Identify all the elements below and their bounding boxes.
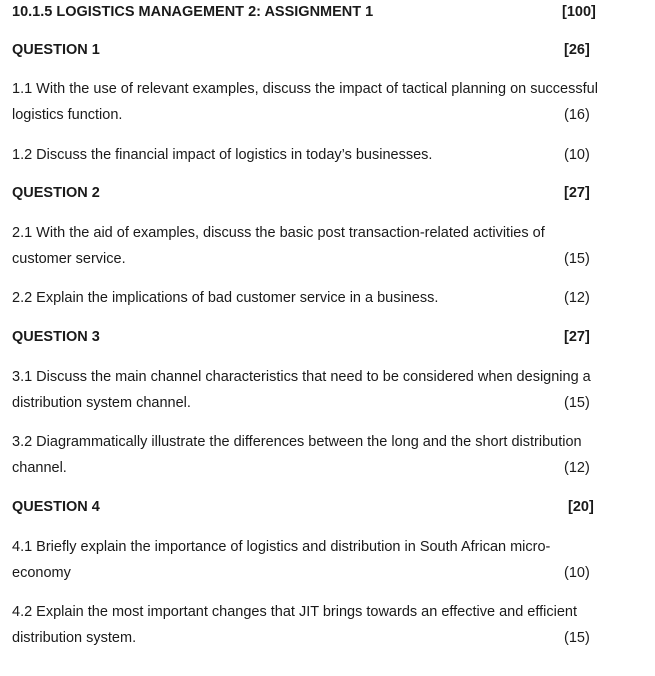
question-4-marks: [20] <box>568 499 594 515</box>
question-4-1-text-line2: economy <box>12 565 71 581</box>
question-1-heading: QUESTION 1 <box>12 42 100 58</box>
assignment-title: 10.1.5 LOGISTICS MANAGEMENT 2: ASSIGNMENT 1 <box>12 4 374 20</box>
question-4-1-text-line1: 4.1 Briefly explain the importance of logistics and distribution in South African micro- <box>12 539 551 555</box>
question-4-heading: QUESTION 4 <box>12 499 100 515</box>
question-3-marks: [27] <box>564 329 590 345</box>
question-2-2-marks: (12) <box>564 290 590 306</box>
question-2-2-text: 2.2 Explain the implications of bad customer service in a business. <box>12 290 439 306</box>
question-3-2-text-line2: channel. <box>12 460 67 476</box>
question-1-1-text-line2: logistics function. <box>12 107 123 123</box>
question-1-marks: [26] <box>564 42 590 58</box>
question-3-1-text-line1: 3.1 Discuss the main channel characteristics that need to be considered when designing a <box>12 369 591 385</box>
question-3-heading: QUESTION 3 <box>12 329 100 345</box>
question-2-1-marks: (15) <box>564 251 590 267</box>
question-3-2-text-line1: 3.2 Diagrammatically illustrate the differences between the long and the short distribution <box>12 434 582 450</box>
question-3-1-marks: (15) <box>564 395 590 411</box>
question-2-marks: [27] <box>564 185 590 201</box>
question-2-heading: QUESTION 2 <box>12 185 100 201</box>
question-1-2-marks: (10) <box>564 147 590 163</box>
question-4-2-text-line1: 4.2 Explain the most important changes that JIT brings towards an effective and efficient <box>12 604 578 620</box>
question-1-2-text: 1.2 Discuss the financial impact of logistics in today’s businesses. <box>12 147 433 163</box>
question-4-1-marks: (10) <box>564 565 590 581</box>
assignment-total-marks: [100] <box>562 4 596 20</box>
question-4-2-marks: (15) <box>564 630 590 646</box>
question-2-1-text-line1: 2.1 With the aid of examples, discuss the basic post transaction-related activities of <box>12 225 545 241</box>
question-2-1-text-line2: customer service. <box>12 251 126 267</box>
question-4-2-text-line2: distribution system. <box>12 630 137 646</box>
question-3-1-text-line2: distribution system channel. <box>12 395 191 411</box>
question-1-1-text-line1: 1.1 With the use of relevant examples, discuss the impact of tactical planning on successful <box>12 81 598 97</box>
question-1-1-marks: (16) <box>564 107 590 123</box>
question-3-2-marks: (12) <box>564 460 590 476</box>
